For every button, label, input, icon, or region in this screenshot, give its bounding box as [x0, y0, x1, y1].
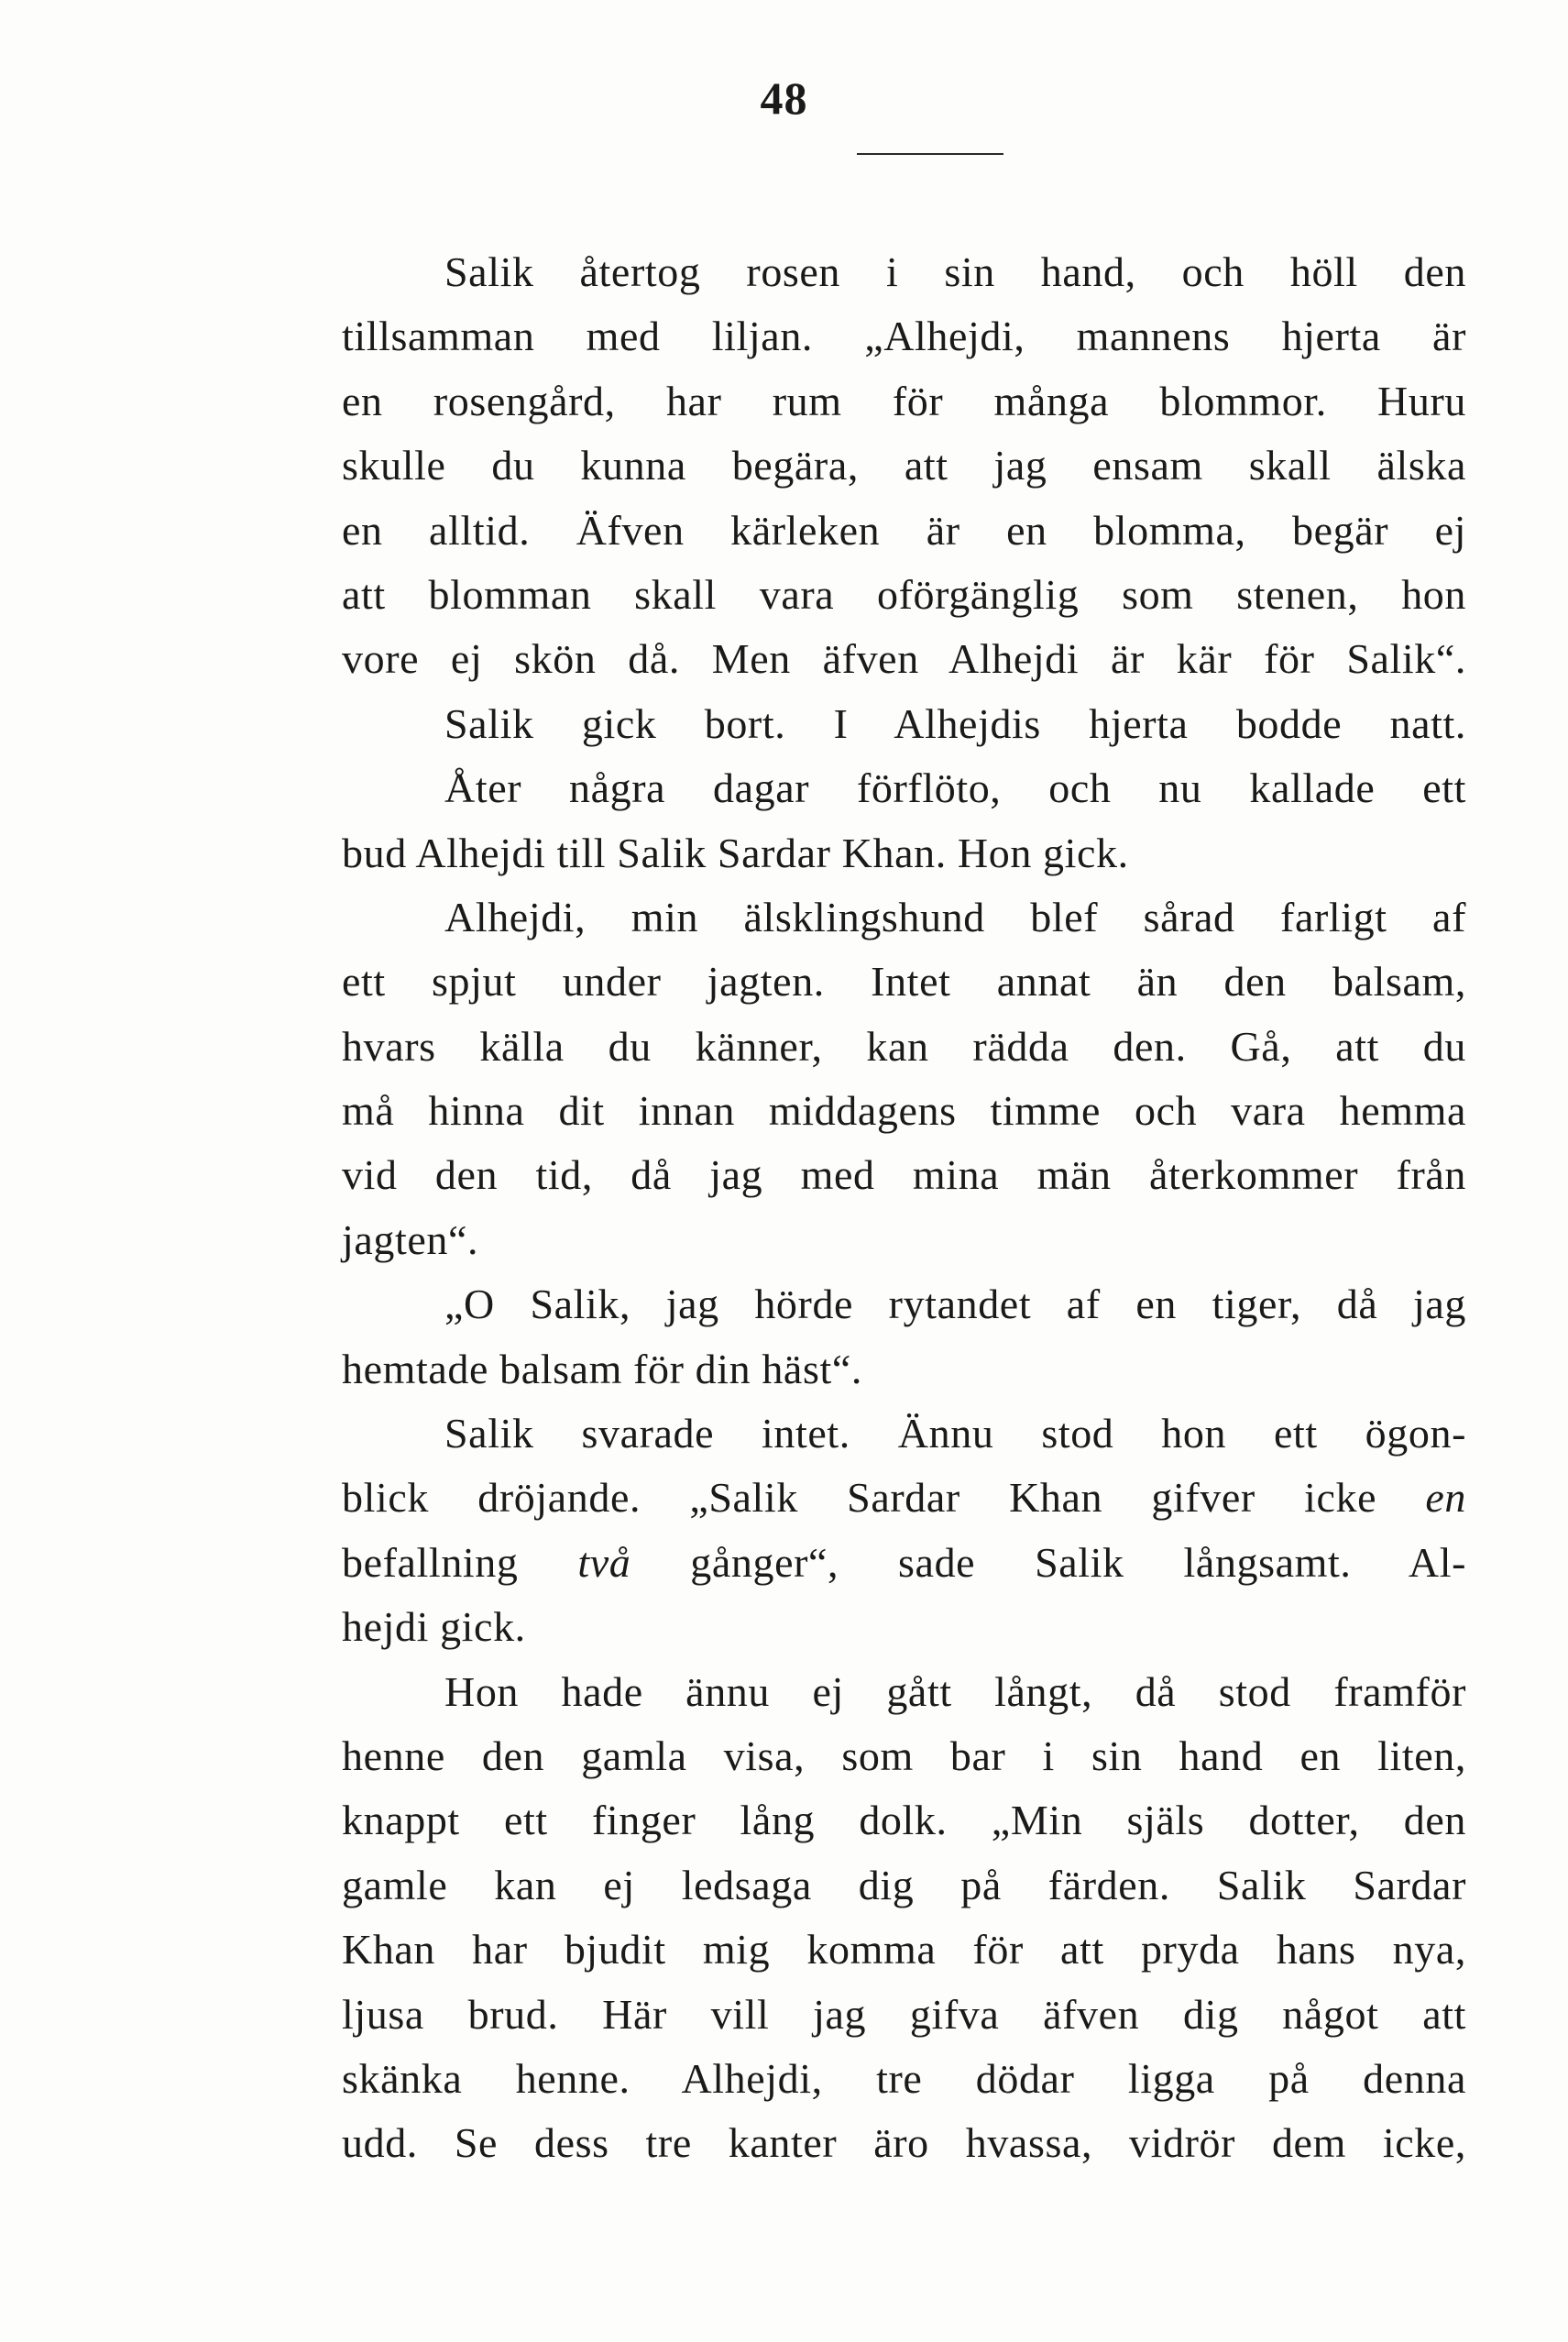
- text-line: en alltid. Äfven kärleken är en blomma, begär ej: [342, 506, 1466, 554]
- header-rule: [857, 153, 1003, 155]
- text-line: jagten“.: [342, 1215, 479, 1263]
- emphasis: två: [577, 1538, 631, 1586]
- text-line: gamle kan ej ledsaga dig på färden. Salik Sardar: [342, 1861, 1466, 1908]
- text-line: knappt ett finger lång dolk. „Min själs dotter, den: [342, 1797, 1466, 1844]
- text-line: Salik svarade intet. Ännu stod hon ett ögon-: [444, 1410, 1466, 1457]
- emphasis: en: [1425, 1474, 1466, 1522]
- text-line: skänka henne. Alhejdi, tre dödar ligga på denna: [342, 2054, 1466, 2102]
- text-line: ett spjut under jagten. Intet annat än den balsam,: [342, 958, 1466, 1006]
- text-line: att blomman skall vara oförgänglig som stenen, hon: [342, 570, 1466, 618]
- text-line: må hinna dit innan middagens timme och vara hemma: [342, 1087, 1466, 1135]
- text-line: Åter några dagar förflöto, och nu kallade ett: [444, 764, 1466, 812]
- text-line: tillsamman med liljan. „Alhejdi, mannens hjerta är: [342, 313, 1466, 360]
- text-line: hejdi gick.: [342, 1603, 526, 1651]
- text-line: hemtade balsam för din häst“.: [342, 1345, 862, 1392]
- body-text: [342, 240, 1466, 2176]
- text-line: Khan har bjudit mig komma för att pryda hans nya,: [342, 1926, 1466, 1974]
- text-line: Salik återtog rosen i sin hand, och höll den: [444, 248, 1466, 295]
- text-line: „O Salik, jag hörde rytandet af en tiger, då jag: [444, 1281, 1466, 1328]
- text-line: befallning två gånger“, sade Salik långsamt. Al-: [342, 1538, 1466, 1586]
- text-line: Salik gick bort. I Alhejdis hjerta bodde natt.: [444, 699, 1466, 747]
- page-number: 48: [760, 72, 808, 124]
- text-line: vore ej skön då. Men äfven Alhejdi är kär för Salik“.: [342, 635, 1466, 683]
- text-line: blick dröjande. „Salik Sardar Khan gifver icke en: [342, 1474, 1466, 1522]
- text-line: skulle du kunna begära, att jag ensam skall älska: [342, 442, 1466, 489]
- text-line: vid den tid, då jag med mina män återkommer från: [342, 1151, 1466, 1199]
- text-line: udd. Se dess tre kanter äro hvassa, vidrör dem icke,: [342, 2119, 1466, 2167]
- text-line: bud Alhejdi till Salik Sardar Khan. Hon gick.: [342, 829, 1129, 876]
- text-line: ljusa brud. Här vill jag gifva äfven dig något att: [342, 1990, 1466, 2038]
- text-line: Alhejdi, min älsklingshund blef sårad farligt af: [444, 893, 1466, 940]
- text-line: henne den gamla visa, som bar i sin hand en liten,: [342, 1732, 1466, 1779]
- text-line: Hon hade ännu ej gått långt, då stod framför: [444, 1667, 1466, 1715]
- text-line: hvars källa du känner, kan rädda den. Gå, att du: [342, 1022, 1466, 1070]
- text-line: en rosengård, har rum för många blommor. Huru: [342, 377, 1466, 424]
